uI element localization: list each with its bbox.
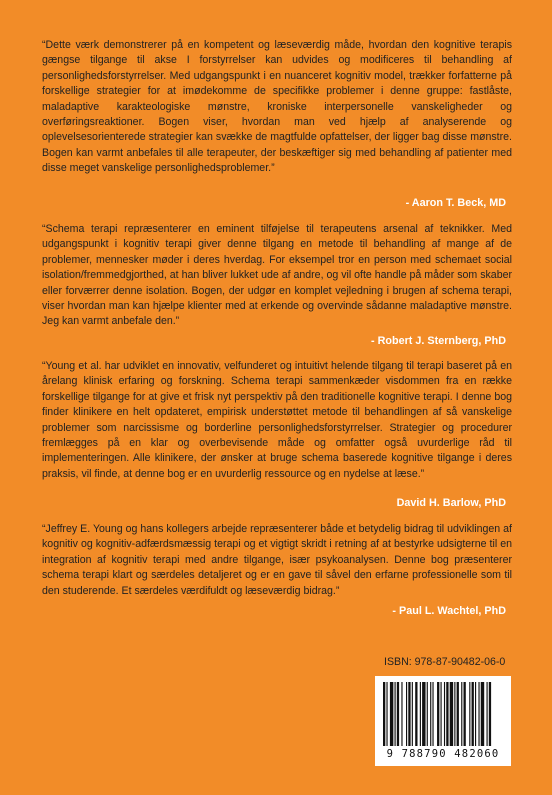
quote-sternberg: “Schema terapi repræsenterer en eminent tilføjelse til terapeutens arsenal af teknikker. Med udgangspunkt i kognitiv terapi giver denne tilgang en metode til behandling af mange af de problemer, mennesker møder i deres hverdag. For eksempel tror en person med schemaet social isolation/fremmedgjorthed, at han bliver lukket ude af andre, og vil ofte handle på måder som skaber eller forværrer denne isolation. Bogen, der udgør en komplet vejledning i brugen af schema terapi, viser hvordan man kan hjælpe klienter med at erkende og overvinde sådanne maladaptive mønstre. Jeg kan varmt anbefale den.” bbox=[42, 223, 512, 328]
attribution-beck: - Aaron T. Beck, MD bbox=[405, 197, 506, 209]
barcode-digits: 9 788790 482060 bbox=[386, 748, 500, 760]
quote-beck: “Dette værk demonstrerer på en kompetent og læseværdig måde, hvordan den kognitive terapis gængse tilgange til akse I forstyrrelser kan udvides og modificeres til behandling af personlighedsforstyrrelser. Med udgangspunkt i en nuanceret kognitiv model, trækker forfatterne på forskellige strategier for at imødekomme de specifikke problemer i denne gruppe: fastlåste, maladaptive karakteologiske mønstre, kroniske interpersonelle vanskeligheder og overføringsreaktioner. Bogen viser, hvordan man ved hjælp af analyserende og oplevelsesorienterede strategier kan svække de magtfulde opfattelser, der ligger bag disse mønstre. Bogen kan varmt anbefales til alle terapeuter, der beskæftiger sig med behandling af patienter med disse meget vanskelige personlighedsproblemer.” bbox=[42, 39, 512, 175]
isbn-barcode bbox=[375, 676, 511, 766]
quote-barlow: “Young et al. har udviklet en innovativ, velfunderet og intuitivt helende tilgang til terapi baseret på en årelang klinisk erfaring og forskning. Schema terapi sammenkæder visdommen fra en række forskellige tilgange for at give et frisk nyt perspektiv på den traditionelle kognitive terapi. I denne bog finder klinikere en helt opdateret, empirisk understøttet metode til behandlingen af så vanskelige problemer som narcissisme og borderline personlighedsforstyrrelser. Strategier og procedurer fremlægges på en klar og overbevisende måde og omfatter også uvurderlige råd til implementeringen. Alle klinikere, der ønsker at bruge schema baserede kognitive tilgange i deres praksis, vil finde, at denne bog er en uvurderlig ressource og en nydelse at læse.” bbox=[42, 360, 512, 480]
quote-wachtel: “Jeffrey E. Young og hans kollegers arbejde repræsenterer både et betydelig bidrag til udviklingen af kognitiv og kognitiv-adfærdsmæssig terapi og et vigtigt skridt i retning af at bestyrke udsigterne til en integration af kognitiv terapi med andre tilgange, især psykoanalysen. Denne bog præsenterer schema terapi klart og særdeles detaljeret og er en gave til såvel den erfarne professionelle som til den studerende. Et særdeles værdifuldt og læseværdig bidrag.” bbox=[42, 523, 512, 597]
attribution-sternberg: - Robert J. Sternberg, PhD bbox=[371, 335, 506, 347]
attribution-barlow: David H. Barlow, PhD bbox=[396, 497, 506, 509]
attribution-wachtel: - Paul L. Wachtel, PhD bbox=[392, 605, 506, 617]
isbn-label: ISBN: 978-87-90482-06-0 bbox=[384, 656, 506, 668]
